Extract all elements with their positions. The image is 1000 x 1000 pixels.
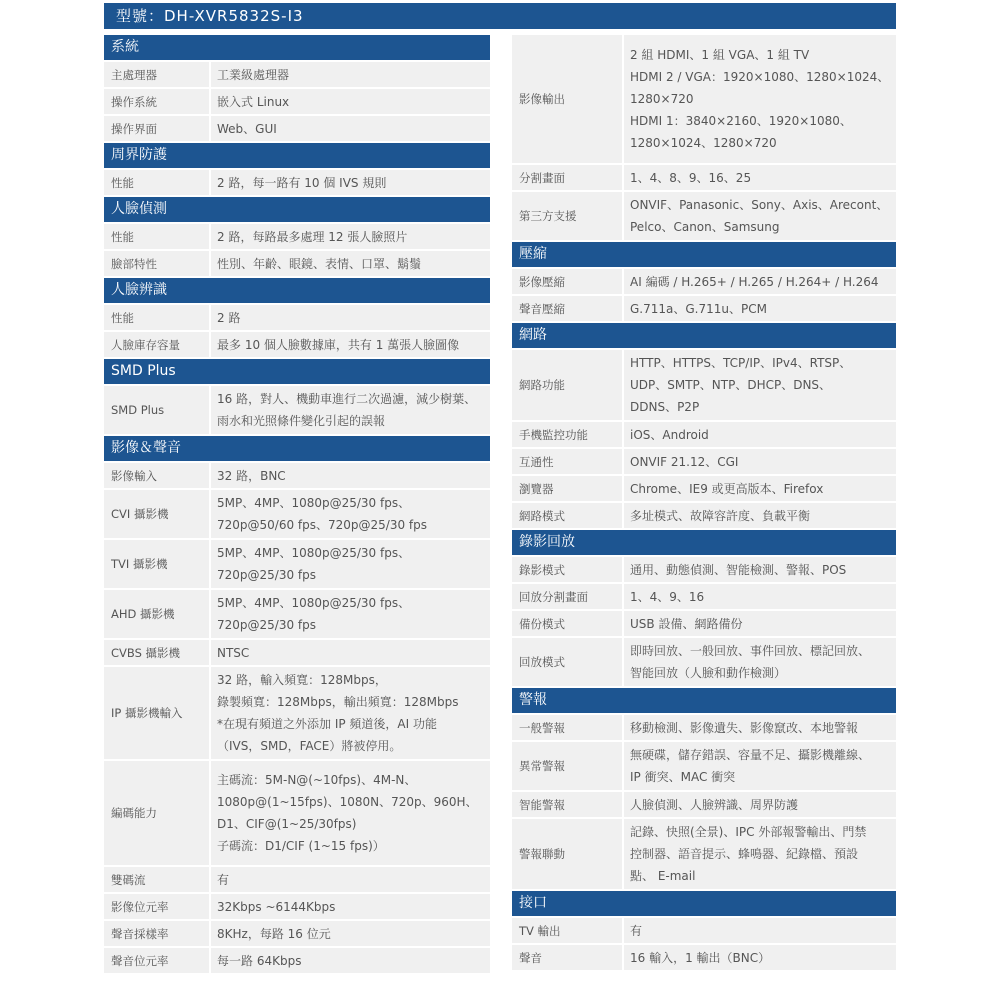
spec-value	[624, 449, 896, 474]
spec-value-line: 點、 E-mail	[630, 869, 696, 883]
spec-label: 分割畫面	[512, 165, 622, 190]
spec-value	[211, 305, 490, 330]
spec-value-line: 720p@25/30 fps	[217, 618, 317, 632]
spec-value	[624, 792, 896, 817]
spec-label: 編碼能力	[104, 761, 209, 865]
spec-value-line: NTSC	[217, 645, 250, 660]
spec-label: 聲音採樣率	[104, 921, 209, 946]
spec-value-line: 記錄、快照(全景)、IPC 外部報警輸出、門禁	[630, 825, 867, 839]
spec-value	[624, 611, 896, 636]
spec-label: 網路功能	[512, 350, 622, 420]
spec-label: 警報聯動	[512, 819, 622, 889]
spec-row	[104, 667, 490, 759]
spec-label: 主處理器	[104, 62, 209, 87]
spec-value-line: Pelco、Canon、Samsung	[630, 220, 780, 234]
spec-value	[211, 894, 490, 919]
spec-value-line: USB 設備、網路備份	[630, 616, 743, 631]
spec-value	[211, 667, 490, 759]
spec-row	[512, 476, 896, 501]
spec-value-line: 工業級處理器	[217, 67, 290, 82]
spec-row	[104, 305, 490, 330]
spec-value-line: 性別、年齡、眼鏡、表情、口罩、鬍鬚	[217, 256, 422, 271]
spec-value-line: 有	[630, 923, 643, 938]
spec-label: 第三方支援	[512, 192, 622, 240]
spec-row	[512, 350, 896, 420]
spec-label: CVI 攝影機	[104, 490, 209, 538]
spec-label: 操作系統	[104, 89, 209, 114]
spec-label: CVBS 攝影機	[104, 640, 209, 665]
spec-value	[624, 819, 896, 889]
spec-label: 錄影模式	[512, 557, 622, 582]
spec-value	[211, 463, 490, 488]
spec-value-line: 主碼流：5M-N@(~10fps)、4M-N、	[217, 773, 417, 787]
spec-value-line: 32Kbps ~6144Kbps	[217, 899, 336, 914]
spec-row	[512, 192, 896, 240]
spec-value-line: 即時回放、一般回放、事件回放、標記回放、	[630, 644, 871, 658]
spec-label: 影像位元率	[104, 894, 209, 919]
spec-value-line: 通用、動態偵測、智能檢測、警報、POS	[630, 562, 847, 577]
spec-value-line: 1280×720	[630, 92, 694, 106]
spec-value	[211, 332, 490, 357]
spec-value-line: 8KHz，每路 16 位元	[217, 926, 331, 941]
spec-value-line: 5MP、4MP、1080p@25/30 fps、	[217, 596, 411, 610]
spec-value	[624, 742, 896, 790]
spec-row	[512, 819, 896, 889]
spec-value	[624, 557, 896, 582]
spec-value-line: 32 路，輸入頻寬：128Mbps，	[217, 673, 387, 687]
spec-label: SMD Plus	[104, 386, 209, 434]
spec-value	[624, 269, 896, 294]
spec-value	[624, 35, 896, 163]
spec-value-line: （IVS，SMD，FACE）將被停用。	[217, 739, 402, 753]
spec-value	[211, 948, 490, 973]
spec-row	[104, 921, 490, 946]
spec-value-line: D1、CIF@(1~25/30fps)	[217, 817, 357, 831]
spec-row	[104, 948, 490, 973]
spec-value-line: DDNS、P2P	[630, 400, 700, 414]
spec-label: 備份模式	[512, 611, 622, 636]
spec-value	[624, 945, 896, 970]
spec-row	[512, 503, 896, 528]
spec-row	[512, 269, 896, 294]
spec-value-line: 雨水和光照條件變化引起的誤報	[217, 414, 386, 428]
spec-row	[512, 918, 896, 943]
spec-value-line: 多址模式、故障容許度、負載平衡	[630, 508, 811, 523]
spec-row	[104, 761, 490, 865]
spec-value	[624, 715, 896, 740]
spec-label: 影像壓縮	[512, 269, 622, 294]
spec-value-line: *在現有頻道之外添加 IP 頻道後，AI 功能	[217, 717, 437, 731]
spec-row	[104, 224, 490, 249]
spec-value-line: 1080p@(1~15fps)、1080N、720p、960H、	[217, 795, 478, 809]
spec-row	[104, 540, 490, 588]
spec-row	[104, 640, 490, 665]
spec-row	[512, 792, 896, 817]
spec-label: TV 輸出	[512, 918, 622, 943]
spec-row	[512, 449, 896, 474]
spec-value	[624, 192, 896, 240]
spec-label: 人臉庫存容量	[104, 332, 209, 357]
spec-row	[104, 251, 490, 276]
spec-row	[512, 296, 896, 321]
spec-value-line: 智能回放（人臉和動作檢測）	[630, 666, 787, 680]
spec-value-line: IP 衝突、MAC 衝突	[630, 770, 736, 784]
spec-value-line: 控制器、語音提示、蜂鳴器、紀錄檔、預設	[630, 847, 859, 861]
spec-value-line: 32 路，BNC	[217, 468, 286, 483]
spec-value-line: HDMI 1：3840×2160、1920×1080、	[630, 114, 852, 128]
spec-label: 回放模式	[512, 638, 622, 686]
spec-value-line: 錄製頻寬：128Mbps，輸出頻寬：128Mbps	[217, 695, 459, 709]
spec-value-line: 每一路 64Kbps	[217, 953, 302, 968]
spec-row	[512, 945, 896, 970]
spec-row	[104, 867, 490, 892]
spec-row	[512, 165, 896, 190]
spec-row	[104, 590, 490, 638]
spec-row	[104, 386, 490, 434]
spec-value-line: ONVIF、Panasonic、Sony、Axis、Arecont、	[630, 198, 889, 212]
spec-label: TVI 攝影機	[104, 540, 209, 588]
spec-value-line: 有	[217, 872, 230, 887]
section-header: 警報	[512, 688, 896, 713]
spec-value-line: 2 路	[217, 310, 241, 325]
spec-value	[211, 62, 490, 87]
section-header: 人臉偵測	[104, 197, 490, 222]
spec-value	[211, 490, 490, 538]
spec-value-line: 1、4、8、9、16、25	[630, 170, 752, 185]
spec-value	[624, 165, 896, 190]
spec-label: 手機監控功能	[512, 422, 622, 447]
spec-value-line: 5MP、4MP、1080p@25/30 fps、	[217, 496, 411, 510]
section-header: 周界防護	[104, 143, 490, 168]
spec-value-line: 2 路，每一路有 10 個 IVS 規則	[217, 175, 387, 190]
model-title: 型號：DH-XVR5832S-I3	[104, 3, 896, 29]
spec-value	[211, 170, 490, 195]
spec-row	[104, 116, 490, 141]
spec-value-line: AI 編碼 / H.265+ / H.265 / H.264+ / H.264	[630, 274, 879, 289]
section-header: 錄影回放	[512, 530, 896, 555]
spec-label: 性能	[104, 170, 209, 195]
spec-value-line: 1、4、9、16	[630, 589, 705, 604]
spec-value-line: 720p@50/60 fps、720p@25/30 fps	[217, 518, 428, 532]
spec-value-line: 5MP、4MP、1080p@25/30 fps、	[217, 546, 411, 560]
spec-label: IP 攝影機輸入	[104, 667, 209, 759]
spec-label: 瀏覽器	[512, 476, 622, 501]
spec-label: AHD 攝影機	[104, 590, 209, 638]
spec-label: 聲音壓縮	[512, 296, 622, 321]
spec-value-line: 人臉偵測、人臉辨識、周界防護	[630, 797, 799, 812]
spec-label: 聲音位元率	[104, 948, 209, 973]
spec-value	[624, 476, 896, 501]
spec-value	[211, 590, 490, 638]
spec-value-line: HDMI 2 / VGA：1920×1080、1280×1024、	[630, 70, 890, 84]
spec-row	[512, 557, 896, 582]
spec-value-line: 子碼流：D1/CIF (1~15 fps)）	[217, 839, 385, 853]
spec-value	[211, 251, 490, 276]
spec-value-line: UDP、SMTP、NTP、DHCP、DNS、	[630, 378, 832, 392]
spec-label: 一般警報	[512, 715, 622, 740]
spec-label: 操作界面	[104, 116, 209, 141]
spec-value	[624, 584, 896, 609]
spec-row	[104, 490, 490, 538]
spec-value-line: 720p@25/30 fps	[217, 568, 317, 582]
spec-row	[104, 89, 490, 114]
spec-value	[624, 503, 896, 528]
spec-row	[512, 742, 896, 790]
spec-row	[104, 894, 490, 919]
spec-label: 性能	[104, 224, 209, 249]
spec-row	[104, 463, 490, 488]
spec-label: 影像輸出	[512, 35, 622, 163]
spec-value	[211, 89, 490, 114]
spec-row	[512, 422, 896, 447]
section-header: SMD Plus	[104, 359, 490, 384]
spec-value	[624, 422, 896, 447]
spec-value-line: 2 路，每路最多處理 12 張人臉照片	[217, 229, 408, 244]
spec-value	[211, 867, 490, 892]
section-header: 人臉辨識	[104, 278, 490, 303]
spec-label: 智能警報	[512, 792, 622, 817]
spec-value-line: 2 組 HDMI、1 組 VGA、1 組 TV	[630, 48, 810, 62]
spec-value-line: HTTP、HTTPS、TCP/IP、IPv4、RTSP、	[630, 356, 852, 370]
spec-row	[512, 715, 896, 740]
spec-value-line: 嵌入式 Linux	[217, 94, 290, 109]
spec-label: 網路模式	[512, 503, 622, 528]
spec-value	[211, 761, 490, 865]
spec-row	[512, 638, 896, 686]
section-header: 接口	[512, 891, 896, 916]
spec-row	[512, 35, 896, 163]
spec-value-line: iOS、Android	[630, 427, 709, 442]
spec-label: 性能	[104, 305, 209, 330]
spec-label: 影像輸入	[104, 463, 209, 488]
spec-value-line: 1280×1024、1280×720	[630, 136, 777, 150]
section-header: 影像＆聲音	[104, 436, 490, 461]
spec-value	[211, 116, 490, 141]
spec-value-line: G.711a、G.711u、PCM	[630, 301, 767, 316]
section-header: 網路	[512, 323, 896, 348]
spec-value-line: Web、GUI	[217, 121, 277, 136]
spec-value-line: 無硬碟，儲存錯誤、容量不足、攝影機離線、	[630, 748, 871, 762]
section-header: 系統	[104, 35, 490, 60]
spec-value	[624, 350, 896, 420]
spec-value	[211, 224, 490, 249]
spec-column-left	[104, 35, 490, 975]
spec-value-line: 16 路，對人、機動車進行二次過濾，減少樹葉、	[217, 392, 477, 406]
spec-row	[104, 62, 490, 87]
spec-value-line: 最多 10 個人臉數據庫，共有 1 萬張人臉圖像	[217, 337, 460, 352]
spec-value-line: 16 輸入，1 輸出（BNC）	[630, 950, 771, 965]
spec-value	[211, 386, 490, 434]
spec-value	[624, 296, 896, 321]
section-header: 壓縮	[512, 242, 896, 267]
spec-label: 雙碼流	[104, 867, 209, 892]
spec-label: 異常警報	[512, 742, 622, 790]
spec-value	[211, 540, 490, 588]
spec-row	[104, 170, 490, 195]
spec-label: 臉部特性	[104, 251, 209, 276]
spec-row	[512, 611, 896, 636]
spec-row	[512, 584, 896, 609]
spec-value	[211, 640, 490, 665]
spec-value	[624, 638, 896, 686]
spec-column-right	[512, 35, 896, 972]
spec-label: 回放分割畫面	[512, 584, 622, 609]
spec-row	[104, 332, 490, 357]
spec-value-line: Chrome、IE9 或更高版本、Firefox	[630, 481, 824, 496]
spec-value-line: ONVIF 21.12、CGI	[630, 454, 739, 469]
spec-value	[624, 918, 896, 943]
spec-value-line: 移動檢測、影像遺失、影像竄改、本地警報	[630, 720, 859, 735]
spec-label: 聲音	[512, 945, 622, 970]
spec-value	[211, 921, 490, 946]
spec-label: 互通性	[512, 449, 622, 474]
